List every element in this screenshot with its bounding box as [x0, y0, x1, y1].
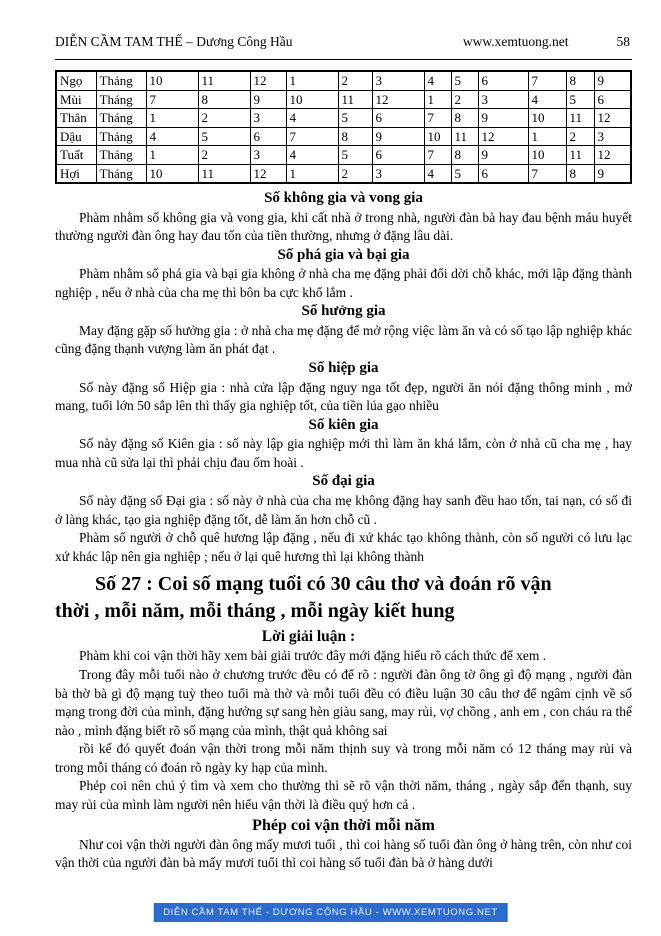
branch-cell: Dậu — [56, 127, 96, 146]
month-cell: 10 — [528, 109, 566, 128]
branch-cell: Tuất — [56, 146, 96, 165]
header-divider — [55, 59, 632, 60]
chapter-paragraph: Phàm khi coi vận thời hãy xem bài giải trước đây mới đặng hiểu rõ cách thức để xem . — [79, 648, 547, 664]
method-paragraph: Như coi vận thời người đàn ông mấy mươi tuổi , thì coi hàng số tuổi đàn ông ở hàng trên, còn như coi vận thời của người đàn bà mấy mươi tuổi thì coi hàng số tuổi đàn bà ở hàng dưới — [55, 836, 632, 871]
month-cell: 8 — [451, 146, 478, 165]
month-cell: 5 — [338, 109, 372, 128]
month-cell: 12 — [250, 71, 286, 90]
month-cell: 12 — [372, 90, 424, 109]
month-cell: 11 — [566, 109, 594, 128]
month-cell: 8 — [338, 127, 372, 146]
page-number: 58 — [616, 34, 630, 49]
month-cell: 1 — [286, 71, 338, 90]
month-cell: 4 — [286, 109, 338, 128]
branch-cell: Ngọ — [56, 71, 96, 90]
month-cell: 2 — [198, 109, 250, 128]
month-cell: 10 — [424, 127, 451, 146]
month-cell: 5 — [338, 146, 372, 165]
month-cell: 9 — [250, 90, 286, 109]
section-heading: Số kiên gia — [308, 416, 379, 433]
month-cell: 11 — [198, 164, 250, 183]
website-link[interactable]: www.xemtuong.net — [462, 34, 569, 49]
month-cell: 7 — [424, 109, 451, 128]
month-cell: 8 — [566, 71, 594, 90]
month-cell: 4 — [146, 127, 198, 146]
section-paragraph: Phàm nhằm số không gia và vong gia, khi cất nhà ở trong nhà, người đàn bà hay đau bệnh máu huyết thường người đàn ông hay đau tốn của tiền thường, nhưng ở đặng lâu dài. — [55, 209, 632, 244]
month-table — [55, 70, 632, 184]
month-cell: 6 — [594, 90, 631, 109]
table-row — [56, 146, 631, 165]
month-cell: 9 — [594, 71, 631, 90]
month-label-cell: Tháng — [96, 109, 146, 128]
month-cell: 1 — [286, 164, 338, 183]
month-cell: 12 — [250, 164, 286, 183]
month-cell: 8 — [198, 90, 250, 109]
month-cell: 9 — [594, 164, 631, 183]
month-cell: 10 — [528, 146, 566, 165]
chapter-subheading: Lời giải luận : — [261, 628, 356, 646]
month-cell: 3 — [372, 164, 424, 183]
month-cell: 9 — [478, 109, 528, 128]
month-cell: 11 — [451, 127, 478, 146]
month-cell: 4 — [424, 164, 451, 183]
month-cell: 11 — [198, 71, 250, 90]
method-heading: Phép coi vận thời mỗi năm — [252, 816, 435, 834]
month-cell: 3 — [372, 71, 424, 90]
month-cell: 5 — [451, 164, 478, 183]
month-cell: 12 — [594, 146, 631, 165]
month-label-cell: Tháng — [96, 127, 146, 146]
section-paragraph: Phàm số người ở chỗ quê hương lập đặng , nếu đi xứ khác tạo không thành, còn số người có lưu lạc xứ khác lập nên gia nghiệp ; nếu ở lại quê hương thì lại không thành — [55, 530, 632, 564]
site-banner[interactable]: DIỄN CẦM TAM THẾ - DƯƠNG CÔNG HẦU - WWW.XEMTUONG.NET — [153, 903, 508, 922]
month-cell: 6 — [372, 146, 424, 165]
month-cell: 1 — [528, 127, 566, 146]
month-cell: 5 — [451, 71, 478, 90]
chapter-paragraph: Trong đây mỗi tuổi nào ở chương trước đều có để rõ : người đàn ông tờ ông gì độ mạng , người đàn bà thờ bà gì độ mạng tuỳ theo tuổi mà thờ và mỗi tuổi đều có điều luận 30 câu thơ để ngâm cịnh về số mạng trong đời của mình, đặng hưởng sự sang hèn giàu sang, may rủi, vợ chồng , anh em , con cháu ra thế nào , mình đặng biết rõ số mạng của mình, thật quả không sai — [55, 666, 632, 738]
book-title: DIỄN CẦM TAM THẾ – Dương Công Hầu — [55, 34, 293, 49]
month-cell: 6 — [478, 71, 528, 90]
section-heading: Số hiệp gia — [308, 360, 379, 377]
month-cell: 3 — [594, 127, 631, 146]
month-cell: 7 — [286, 127, 338, 146]
month-cell: 10 — [286, 90, 338, 109]
month-label-cell: Tháng — [96, 90, 146, 109]
section-paragraph: Phàm nhằm số phá gia và bại gia không ở nhà cha mẹ đặng phải đổi dời chỗ khác, mới lập đặng thành nghiệp , nếu ở nhà của cha mẹ thì bôn ba cực khổ lắm . — [55, 266, 632, 300]
page-header — [55, 34, 632, 50]
month-cell: 7 — [528, 164, 566, 183]
month-label-cell: Tháng — [96, 164, 146, 183]
branch-cell: Mùi — [56, 90, 96, 109]
month-cell: 1 — [146, 146, 198, 165]
month-cell: 4 — [286, 146, 338, 165]
table-row — [56, 109, 631, 128]
month-cell: 7 — [424, 146, 451, 165]
sections-block — [55, 189, 632, 566]
month-cell: 6 — [250, 127, 286, 146]
month-cell: 7 — [146, 90, 198, 109]
table-row — [56, 71, 631, 90]
month-cell: 3 — [250, 146, 286, 165]
month-label-cell: Tháng — [96, 146, 146, 165]
section-heading: Số hưởng gia — [301, 303, 386, 320]
month-cell: 6 — [372, 109, 424, 128]
month-cell: 2 — [338, 71, 372, 90]
month-cell: 4 — [424, 71, 451, 90]
month-cell: 10 — [146, 164, 198, 183]
section-paragraph: Số này đặng số Hiệp gia : nhà cửa lập đặng nguy nga tốt đẹp, người ăn nói đặng thông minh , mở mang, tuổi lớn 50 sắp lên thì thấy gia nghiệp tốt, của tiền lúa gạo nhiều — [55, 379, 632, 414]
month-cell: 9 — [372, 127, 424, 146]
month-cell: 4 — [528, 90, 566, 109]
month-label-cell: Tháng — [96, 71, 146, 90]
month-cell: 11 — [338, 90, 372, 109]
month-cell: 2 — [338, 164, 372, 183]
table-row — [56, 127, 631, 146]
chapter-paragraph: rồi kế đó quyết đoán vận thời trong mỗi năm thịnh suy và trong mỗi năm có 12 tháng may rủi và trong mỗi tháng có đoán rõ ngày ky hạp của mình. — [55, 741, 632, 775]
section-heading: Số không gia và vong gia — [264, 190, 423, 206]
month-cell: 5 — [566, 90, 594, 109]
month-cell: 8 — [566, 164, 594, 183]
month-cell: 3 — [478, 90, 528, 109]
month-cell: 12 — [594, 109, 631, 128]
month-cell: 9 — [478, 146, 528, 165]
month-cell: 1 — [424, 90, 451, 109]
month-cell: 11 — [566, 146, 594, 165]
section-paragraph: Số này đặng số Kiên gia : số này lập gia nghiệp mới thì làm ăn khá lắm, còn ở nhà cũ cha mẹ , hay mua nhà cũ sửa lại thì phải chịu đau ốm hoài . — [55, 436, 632, 470]
month-cell: 2 — [566, 127, 594, 146]
chapter-paragraph: Phép coi nên chú ý tìm và xem cho thường thì sẽ rõ vận thời năm, tháng , ngày sắp đến thạnh, suy may rủi của mình làm người nên hiểu vận thời là điều quý hơn cả . — [55, 778, 632, 813]
branch-cell: Thân — [56, 109, 96, 128]
month-cell: 10 — [146, 71, 198, 90]
month-cell: 8 — [451, 109, 478, 128]
month-cell: 2 — [451, 90, 478, 109]
month-cell: 5 — [198, 127, 250, 146]
table-row — [56, 90, 631, 109]
section-heading: Số phá gia và bại gia — [277, 246, 410, 263]
month-cell: 2 — [198, 146, 250, 165]
section-heading: Số đại gia — [312, 473, 375, 490]
chapter-title: Số 27 : Coi số mạng tuổi có 30 câu thơ và đoán rõ vận thời , mỗi năm, mỗi tháng , mỗi ngày kiết hung — [55, 573, 552, 623]
month-cell: 7 — [528, 71, 566, 90]
month-cell: 12 — [478, 127, 528, 146]
month-cell: 3 — [250, 109, 286, 128]
month-cell: 1 — [146, 109, 198, 128]
section-paragraph: May đặng gặp số hưởng gia : ở nhà cha mẹ đặng để mở rộng việc làm ăn và có số tạo lập nghiệp khác cũng đặng thạnh vượng làm ăn phát đạt . — [55, 322, 632, 357]
table-row — [56, 164, 631, 183]
section-paragraph: Số này đặng số Đại gia : số này ở nhà của cha mẹ không đặng hay sanh đều hao tốn, tai nạn, có số đi ở làng khác, tạo gia nghiệp đặng tốt, dễ làm ăn hơn chỗ cũ . — [55, 492, 632, 527]
month-cell: 6 — [478, 164, 528, 183]
branch-cell: Hợi — [56, 164, 96, 183]
